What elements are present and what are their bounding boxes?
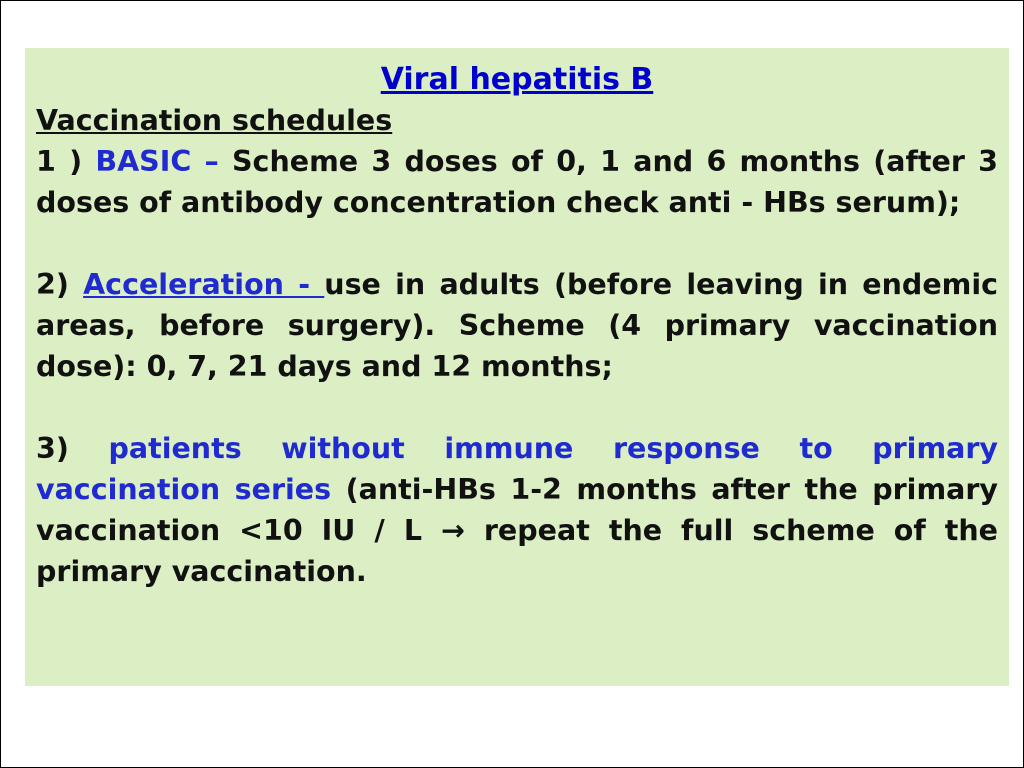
spacer	[36, 387, 998, 428]
item-label-nonresponders: patients without immune response to primary vaccination series	[36, 432, 998, 506]
content-panel	[25, 48, 1009, 686]
item-label-basic: BASIC –	[95, 145, 219, 178]
item-number: 3)	[36, 432, 109, 465]
slide-subtitle: Vaccination schedules	[36, 104, 393, 137]
schedule-item-acceleration	[36, 264, 998, 387]
schedule-item-nonresponders	[36, 428, 998, 592]
item-label-acceleration: Acceleration -	[83, 268, 325, 301]
item-number: 1 )	[36, 145, 96, 178]
spacer	[36, 223, 998, 264]
item-number: 2)	[36, 268, 84, 301]
item-text: Scheme 3 doses of 0, 1 and 6 months (after 3 doses of antibody concentration check anti - HBs serum);	[36, 145, 999, 219]
schedule-item-basic	[36, 141, 998, 223]
item-text: use in adults (before leaving in endemic areas, before surgery). Scheme (4 primary vaccination dose): 0, 7, 21 days and 12 months;	[36, 268, 999, 383]
slide-title: Viral hepatitis B	[380, 62, 654, 97]
item-text: (anti-HBs 1-2 months after the primary vaccination <10 IU / L → repeat the full scheme of the primary vaccination.	[36, 473, 999, 588]
